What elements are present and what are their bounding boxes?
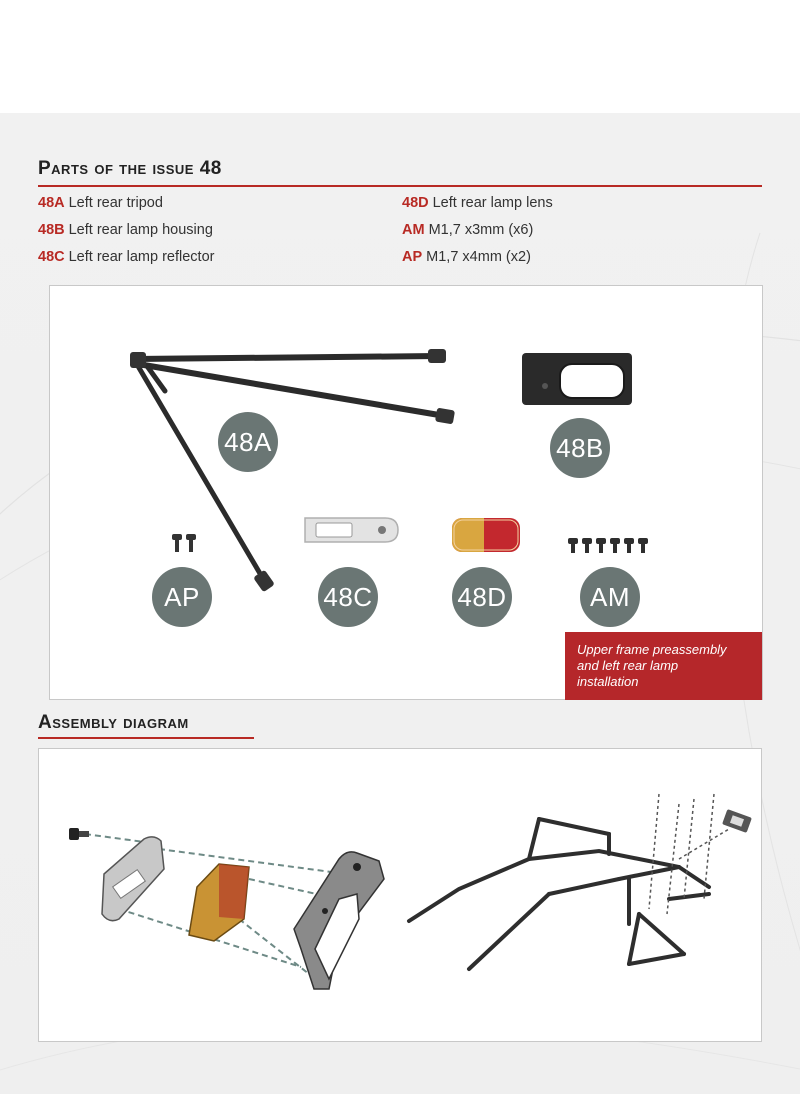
part-code: 48D <box>402 195 429 211</box>
reflector-48c-drawing <box>305 518 398 542</box>
step-note-box <box>565 632 762 700</box>
parts-title-underline <box>38 185 762 187</box>
tripod-48a-drawing <box>135 356 445 582</box>
step-note-line: installation <box>577 674 639 689</box>
part-item-ap <box>402 249 531 265</box>
frame-drawing <box>409 819 709 969</box>
part-item-am <box>402 222 533 238</box>
tripod-joint <box>130 352 146 368</box>
part-code: 48C <box>38 249 65 265</box>
lamp-housing-48b-drawing <box>522 353 632 405</box>
step-note-line: Upper frame preassembly <box>577 642 727 657</box>
part-description: Left rear lamp lens <box>432 195 553 211</box>
assembly-diagram-panel <box>38 748 762 1042</box>
part-description: Left rear tripod <box>68 195 163 211</box>
tripod-end-cap <box>428 349 446 363</box>
part-item-48d <box>402 195 553 211</box>
label-48b: 48B <box>550 418 610 478</box>
part-item-48a <box>38 195 163 211</box>
screw-drawing <box>69 828 89 840</box>
part-description: M1,7 x4mm (x2) <box>426 249 531 265</box>
tripod-end-cap <box>435 408 455 425</box>
lens-48d-drawing <box>452 518 520 552</box>
part-code: AP <box>402 249 423 265</box>
part-description: Left rear lamp reflector <box>68 249 215 265</box>
label-am: AM <box>580 567 640 627</box>
label-48a: 48A <box>218 412 278 472</box>
small-lamp-drawing <box>722 809 752 833</box>
step-note-line: and left rear lamp <box>577 658 679 673</box>
label-ap: AP <box>152 567 212 627</box>
assembly-title-underline <box>38 737 254 739</box>
assembly-section-title: Assembly diagram <box>38 712 189 733</box>
part-description: M1,7 x3mm (x6) <box>428 222 534 238</box>
part-item-48b <box>38 222 213 238</box>
tripod-end-cap <box>253 570 275 593</box>
assembly-illustration <box>39 749 761 1041</box>
part-code: AM <box>402 222 425 238</box>
lamp-exploded-drawing <box>69 828 384 989</box>
part-description: Left rear lamp housing <box>68 222 213 238</box>
ap-screws-drawing <box>172 534 196 552</box>
part-item-48c <box>38 249 214 265</box>
part-code: 48B <box>38 222 65 238</box>
label-48c: 48C <box>318 567 378 627</box>
label-48d: 48D <box>452 567 512 627</box>
am-screws-drawing <box>568 538 648 553</box>
part-code: 48A <box>38 195 65 211</box>
parts-section-title: Parts of the issue 48 <box>38 158 222 179</box>
